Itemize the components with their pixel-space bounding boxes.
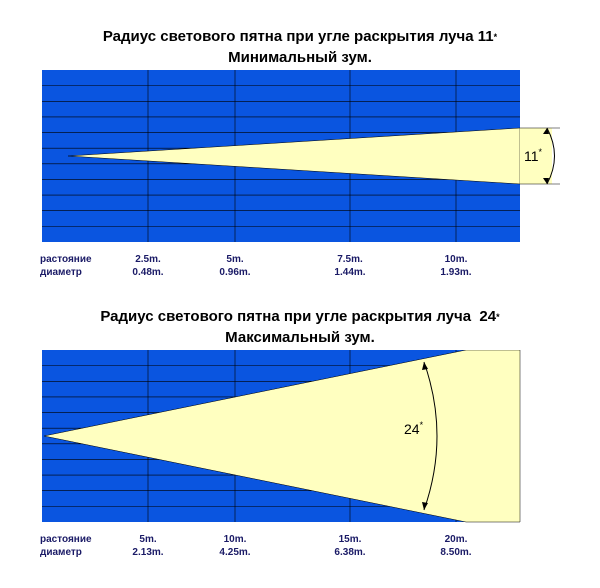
panel2-distance-tick: 10m. [223, 534, 247, 545]
panel1-distance-tick: 5m. [226, 254, 244, 265]
panel2-distance-tick: 20m. [444, 534, 468, 545]
panel2-diameter-tick: 6.38m. [334, 547, 366, 558]
panel2-diameter-label: диаметр [40, 547, 82, 558]
panel2-distance-tick: 5m. [139, 534, 157, 545]
panel2-diameter-tick: 8.50m. [440, 547, 472, 558]
panel1-subtitle: Минимальный зум. [228, 49, 372, 66]
panel1-beam-diagram [0, 70, 600, 245]
panel2-subtitle: Максимальный зум. [225, 329, 375, 346]
panel1-distance-tick: 10m. [444, 254, 468, 265]
panel2-title-sup: * [496, 312, 500, 322]
panel1-diameter-tick: 1.44m. [334, 267, 366, 278]
panel1-angle-label: 11* [524, 147, 543, 164]
panel1-diameter-tick: 0.48m. [132, 267, 164, 278]
panel1-distance-tick: 7.5m. [337, 254, 363, 265]
panel1-title [0, 28, 600, 46]
panel1-diameter-tick: 1.93m. [440, 267, 472, 278]
panel1-diameter-label: диаметр [40, 267, 82, 278]
panel1-distance-tick: 2.5m. [135, 254, 161, 265]
panel2-distance-tick: 15m. [338, 534, 362, 545]
panel2-diameter-tick: 2.13m. [132, 547, 164, 558]
panel2-angle-label: 24* [404, 420, 424, 437]
panel2-distance-label: растояние [40, 534, 92, 545]
panel2-beam-diagram [0, 350, 600, 525]
panel1-title-sup: * [493, 32, 498, 42]
panel2-diameter-tick: 4.25m. [219, 547, 251, 558]
panel2-title-line1: Радиус светового пятна при угле раскрытия луча 24 [100, 308, 497, 325]
panel2-title [0, 308, 600, 326]
panel1-distance-label: растояние [40, 254, 92, 265]
panel1-title-line1: Радиус светового пятна при угле раскрытия луча 11 [102, 28, 494, 45]
panel1-diameter-tick: 0.96m. [219, 267, 251, 278]
